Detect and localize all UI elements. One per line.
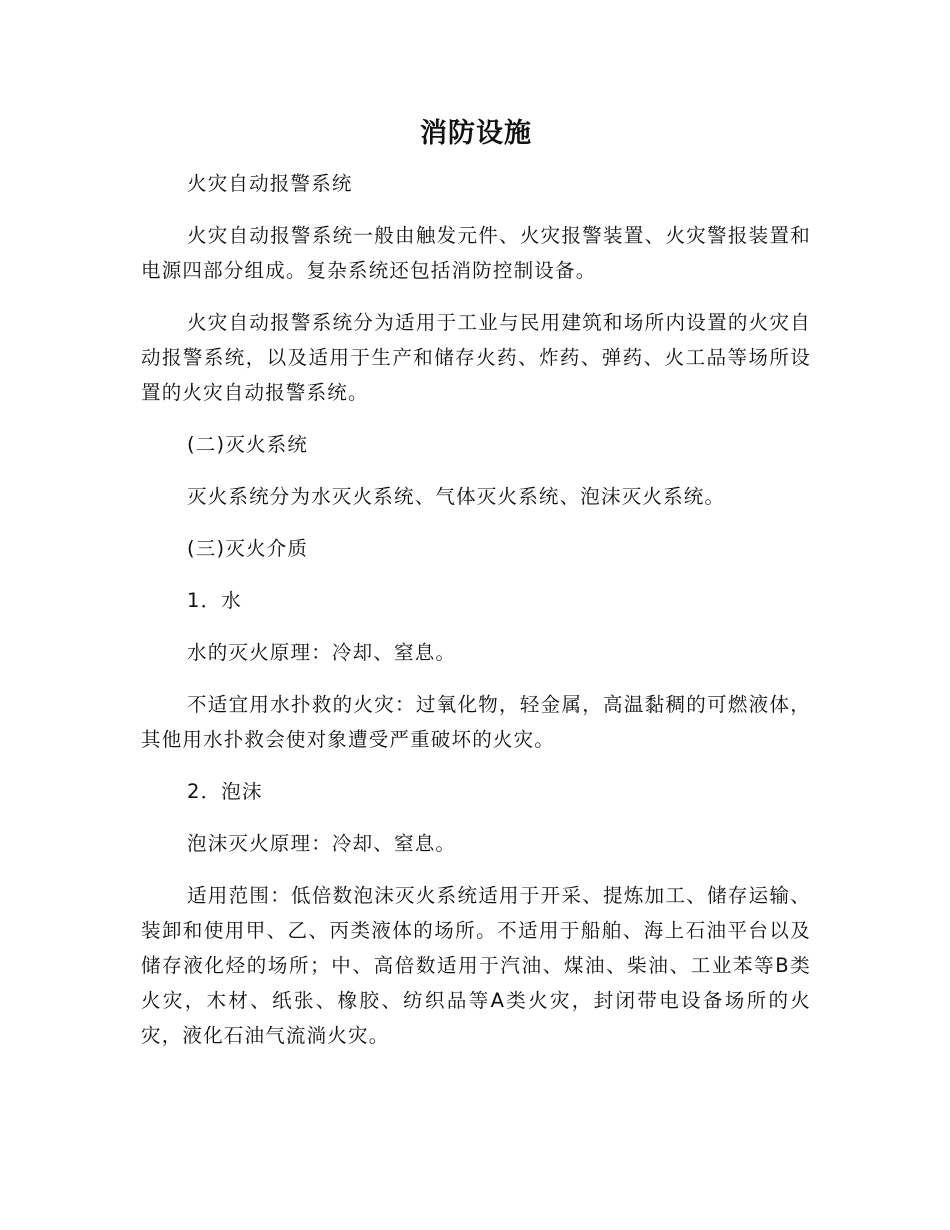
body-paragraph: 火灾自动报警系统分为适用于工业与民用建筑和场所内设置的火灾自动报警系统，以及适用于生产和储存火药、炸药、弹药、火工品等场所设置的火灾自动报警系统。 <box>141 311 811 404</box>
subsection-heading: 1．水 <box>187 589 243 612</box>
body-paragraph: 火灾自动报警系统一般由触发元件、火灾报警装置、火灾警报装置和电源四部分组成。复杂系统还包括消防控制设备。 <box>141 224 811 282</box>
document-page <box>141 112 811 1070</box>
section-heading: (二)灭火系统 <box>187 433 309 456</box>
subsection-heading: 2．泡沫 <box>187 780 263 803</box>
section-heading: (三)灭火介质 <box>187 537 309 560</box>
section-heading: 火灾自动报警系统 <box>187 172 353 195</box>
body-paragraph: 适用范围：低倍数泡沫灭火系统适用于开采、提炼加工、储存运输、装卸和使用甲、乙、丙类液体的场所。不适用于船舶、海上石油平台以及储存液化烃的场所；中、高倍数适用于汽油、煤油、柴油、工业苯等B类火灾，木材、纸张、橡胶、纺织品等A类火灾，封闭带电设备场所的火灾，液化石油气流淌火灾。 <box>141 884 811 1047</box>
body-paragraph: 灭火系统分为水灭火系统、气体灭火系统、泡沫灭火系统。 <box>187 485 726 508</box>
document-title: 消防设施 <box>420 118 532 149</box>
body-paragraph: 水的灭火原理：冷却、窒息。 <box>187 641 457 664</box>
body-paragraph: 不适宜用水扑救的火灾：过氧化物，轻金属，高温黏稠的可燃液体，其他用水扑救会使对象遭受严重破坏的火灾。 <box>141 693 811 751</box>
body-paragraph: 泡沫灭火原理：冷却、窒息。 <box>187 832 457 855</box>
